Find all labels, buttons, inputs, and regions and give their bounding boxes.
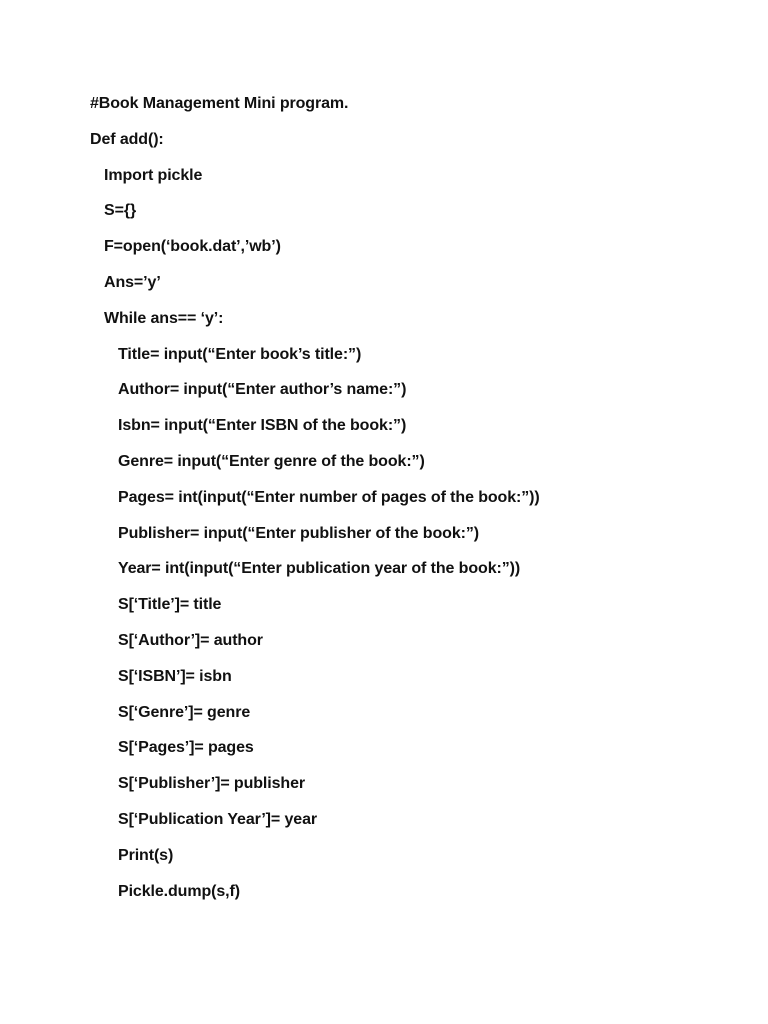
code-line: Author= input(“Enter author’s name:”) [118, 381, 407, 399]
code-line: S[‘Author’]= author [118, 631, 263, 649]
code-line: Pickle.dump(s,f) [118, 882, 240, 900]
code-line: Title= input(“Enter book’s title:”) [118, 345, 362, 363]
code-line: Publisher= input(“Enter publisher of the book:”) [118, 524, 479, 542]
code-line: While ans== ‘y’: [104, 309, 224, 327]
code-line: S[‘ISBN’]= isbn [118, 667, 232, 685]
code-line: Def add(): [90, 130, 164, 148]
code-line: S[‘Genre’]= genre [118, 703, 251, 721]
code-line: Ans=’y’ [104, 273, 161, 291]
code-line: Import pickle [104, 166, 203, 184]
code-line: S[‘Pages’]= pages [118, 739, 254, 757]
code-line: #Book Management Mini program. [90, 95, 349, 112]
code-line: S={} [104, 202, 137, 220]
code-line: S[‘Publisher’]= publisher [118, 775, 306, 793]
code-line: F=open(‘book.dat’,’wb’) [104, 238, 281, 256]
code-line: S[‘Title’]= title [118, 596, 222, 614]
code-line: Print(s) [118, 846, 174, 864]
code-line: S[‘Publication Year’]= year [118, 810, 318, 828]
code-listing [90, 93, 750, 916]
code-line: Pages= int(input(“Enter number of pages of the book:”)) [118, 488, 540, 506]
code-line: Genre= input(“Enter genre of the book:”) [118, 452, 425, 470]
code-line: Isbn= input(“Enter ISBN of the book:”) [118, 417, 407, 435]
code-line: Year= int(input(“Enter publication year of the book:”)) [118, 560, 521, 578]
